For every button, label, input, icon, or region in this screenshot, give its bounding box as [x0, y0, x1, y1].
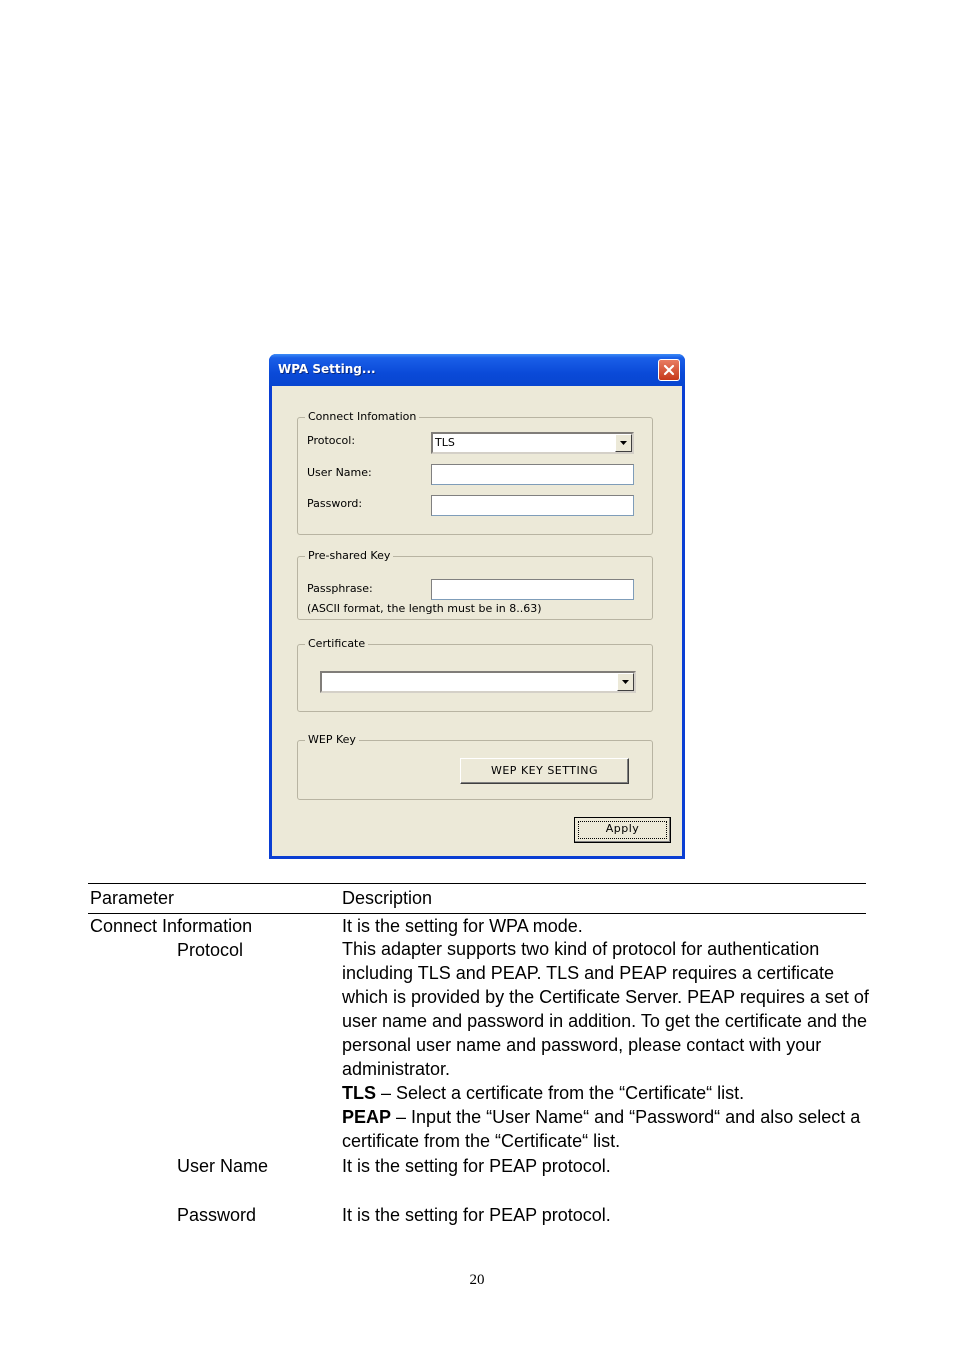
apply-button-label: Apply [578, 821, 667, 839]
username-input[interactable] [431, 464, 634, 485]
param-protocol: Protocol [177, 940, 244, 960]
preshared-key-legend: Pre-shared Key [305, 549, 393, 563]
dialog-titlebar[interactable] [269, 354, 685, 386]
header-parameter: Parameter [90, 888, 175, 908]
passphrase-label: Passphrase: [307, 582, 373, 595]
tls-text: – Select a certificate from the “Certificate“ list. [376, 1083, 745, 1103]
passphrase-hint: (ASCII format, the length must be in 8..63) [307, 602, 542, 615]
wep-key-group [297, 733, 653, 800]
param-password: Password [177, 1205, 257, 1225]
param-connect-information: Connect Information [90, 916, 253, 936]
passphrase-input[interactable] [431, 579, 634, 600]
certificate-select[interactable] [320, 671, 636, 693]
desc-password: It is the setting for PEAP protocol. [342, 1205, 611, 1225]
connect-info-group [297, 410, 653, 535]
param-user-name: User Name [177, 1156, 269, 1176]
chevron-down-icon [622, 680, 629, 684]
table-top-rule [88, 883, 866, 884]
password-input[interactable] [431, 495, 634, 516]
protocol-value: TLS [435, 436, 455, 449]
page-number: 20 [469, 1272, 485, 1288]
protocol-desc-paragraph: This adapter supports two kind of protocol for authentication including TLS and PEAP. TLS and PEAP requires a certificate which is provided by the Certificate Server. PEAP requires a set of user name and password in addition. To get the certificate and the personal user name and password, please contact with your administrator. [342, 939, 869, 1079]
desc-protocol [342, 937, 872, 1153]
certificate-legend: Certificate [305, 637, 368, 651]
connect-info-legend: Connect Infomation [305, 410, 419, 424]
wep-key-setting-button[interactable]: WEP KEY SETTING [460, 758, 629, 784]
desc-connect-information: It is the setting for WPA mode. [342, 916, 583, 936]
desc-user-name: It is the setting for PEAP protocol. [342, 1156, 611, 1176]
certificate-group [297, 637, 653, 712]
peap-term: PEAP [342, 1107, 392, 1127]
protocol-label: Protocol: [307, 434, 356, 447]
peap-text: – Input the “User Name“ and “Password“ and also select a certificate from the “Certificate“ list. [342, 1107, 861, 1151]
chevron-down-icon [620, 441, 627, 445]
protocol-select[interactable] [431, 432, 634, 454]
protocol-desc-tls [342, 1081, 872, 1105]
protocol-dropdown-button[interactable] [615, 434, 632, 452]
dialog-title: WPA Setting... [278, 362, 376, 376]
preshared-key-group [297, 549, 653, 620]
close-button[interactable] [658, 359, 680, 381]
wpa-setting-dialog [269, 354, 685, 859]
certificate-dropdown-button[interactable] [617, 673, 634, 691]
protocol-desc-peap [342, 1105, 872, 1153]
username-label: User Name: [307, 466, 372, 479]
apply-button[interactable] [574, 817, 671, 843]
header-description: Description [342, 888, 433, 908]
close-icon [662, 363, 676, 377]
password-label: Password: [307, 497, 363, 510]
wep-key-legend: WEP Key [305, 733, 359, 747]
tls-term: TLS [342, 1083, 376, 1103]
